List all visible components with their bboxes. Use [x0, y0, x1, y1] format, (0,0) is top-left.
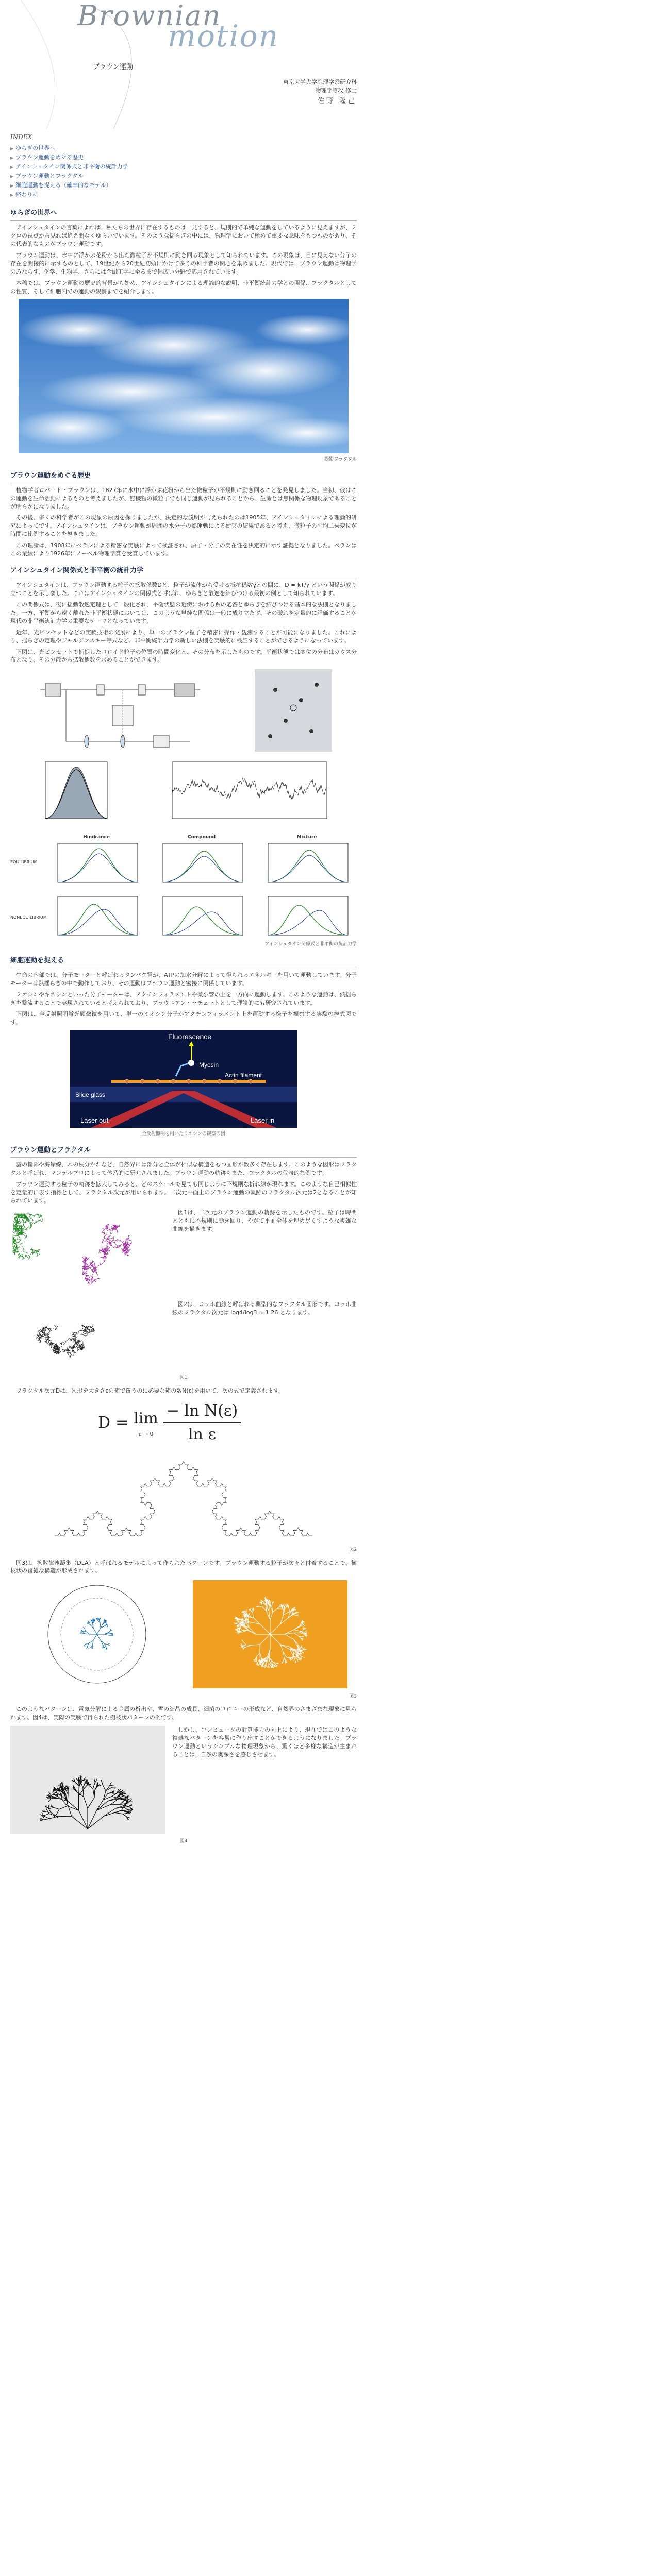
- logo-motion: motion: [168, 19, 279, 54]
- toc-item[interactable]: ▶ アインシュタイン関係式と非平衡の統計力学: [10, 162, 357, 172]
- label-laser-in: Laser in: [251, 1116, 275, 1124]
- label-actin: Actin filament: [225, 1071, 262, 1079]
- affiliation-1: 東京大学大学院理学系研究科: [283, 79, 357, 86]
- equilibrium-plot: [263, 841, 351, 887]
- branch-segment: [276, 1663, 278, 1664]
- figure-label: 図4: [179, 1839, 188, 1844]
- logo-brownian: Brownian: [77, 0, 222, 32]
- paragraph: 下図は、全反射照明蛍光顕微鏡を用いて、単一のミオシン分子がアクチンフィラメント上を運動する様子を観察する実験の模式図です。: [10, 1011, 357, 1026]
- brownian-path-row-2: [10, 1300, 357, 1372]
- figure-caption: アインシュタイン関係式と非平衡の統計力学: [264, 942, 357, 947]
- paragraph: 植物学者ロバート・ブラウンは、1827年に水中に浮かぶ花粉から出た微粒子が不規則に動き回ることを発見しました。当初、彼はこの運動を生命活動によるものと考えましたが、無機物の微粒子でも同じ運動が見られることから、生命とは無関係な物理現象であることが明らかになりました。: [10, 486, 357, 510]
- gaussian-distribution-plot: [35, 757, 112, 829]
- formula-lhs: D: [98, 1414, 111, 1432]
- author-block: [283, 78, 357, 107]
- paragraph: ブラウン運動は、水中に浮かぶ花粉から出た微粒子が不規則に動き回る現象として知られています。この現象は、目に見えない分子の存在を間接的に示すものとして、19世紀から20世紀初頭にかけて多くの科学者の関心を集めました。現代では、ブラウン運動は物理学のみならず、化学、生物学、さらには金融工学に至るまで幅広い分野で応用されています。: [10, 252, 357, 275]
- formula-lim: lim: [134, 1410, 158, 1428]
- paragraph: 図2は、コッホ曲線と呼ばれる典型的なフラクタル図形です。コッホ曲線のフラクタル次元は log4/log3 ≈ 1.26 となります。: [172, 1301, 357, 1316]
- dla-orange-figure: [193, 1580, 347, 1688]
- branch-segment: [80, 1631, 82, 1632]
- paragraph: ブラウン運動する粒子の軌跡を拡大してみると、どのスケールで見ても同じように不規則な折れ線が現れます。このような自己相似性を定量的に表す指標として、フラクタル次元が用いられます。二次元平面上のブラウン運動の軌跡のフラクタル次元は2となることが知られています。: [10, 1180, 357, 1204]
- figure-label: 図2: [349, 1547, 357, 1553]
- equilibrium-plot: [158, 841, 245, 887]
- branch-segment: [80, 1633, 82, 1634]
- index-title: INDEX: [10, 133, 32, 141]
- label-slide-glass: Slide glass: [75, 1091, 106, 1098]
- paragraph: ミオシンやキネシンといった分子モーターは、アクチンフィラメントや微小管の上を一方向に運動します。このような運動は、熱揺らぎを整流することで実現されていると考えられており、ブラウニアン・ラチェットとして理論的にも研究されています。: [10, 991, 357, 1007]
- panel-label: Mixture: [296, 835, 317, 840]
- distribution-row: [10, 757, 357, 829]
- author-name: 佐野 隆己: [317, 97, 357, 105]
- fractal-dimension-formula: D = lim ε → 0 $\frac{\text{− ln N(ε)}}{\text{ln ε}}$: [98, 1400, 357, 1446]
- header: [10, 0, 357, 129]
- dendrite-row: [10, 1726, 357, 1834]
- koch-curve-figure: [39, 1451, 328, 1544]
- branch-segment: [290, 1649, 296, 1650]
- toc-item[interactable]: ▶ 細胞運動を捉える（確率的なモデル）: [10, 181, 357, 190]
- paragraph: 生命の内部では、分子モーターと呼ばれるタンパク質が、ATPの加水分解によって得られるエネルギーを用いて運動しています。分子モーターは熱揺らぎの中で動作しており、その運動はブラウン運動と密接に関係しています。: [10, 972, 357, 987]
- paragraph: 下図は、光ピンセットで捕捉したコロイド粒子の位置の時間変化と、その分布を示したものです。平衡状態では変位の分布はガウス分布となり、その分散から拡散係数を求めることができます。: [10, 648, 357, 664]
- branch-segment: [58, 1816, 72, 1817]
- label-laser-out: Laser out: [80, 1116, 109, 1124]
- section-title: ブラウン運動をめぐる歴史: [10, 471, 357, 483]
- paragraph: 雲の輪郭や海岸線、木の枝分かれなど、自然界には部分と全体が相似な構造をもつ図形が数多く存在します。このような図形はフラクタルと呼ばれ、マンデルブロによって体系的に研究されました。ブラウン運動の軌跡もまた、フラクタルの代表的な例です。: [10, 1161, 357, 1176]
- figure-label: 図3: [349, 1694, 357, 1700]
- paragraph: アインシュタインは、ブラウン運動する粒子の拡散係数Dと、粒子が流体から受ける抵抗係数γとの間に、D = kT/γ という関係が成り立つことを示しました。これはアインシュタインの関係式と呼ばれ、ゆらぎと散逸を結びつける最初の例として知られています。: [10, 581, 357, 597]
- section-title: アインシュタイン関係式と非平衡の統計力学: [10, 566, 357, 578]
- section-title: ゆらぎの世界へ: [10, 209, 357, 221]
- paragraph: この関係式は、後に揺動散逸定理として一般化され、平衡状態の近傍における系の応答とゆらぎを結びつける基本的な法則となりました。一方、平衡から遠く離れた非平衡状態においては、このような単純な関係は一般に成り立たず、その破れを定量的に評価することが現代の非平衡統計力学の重要なテーマとなっています。: [10, 601, 357, 624]
- photo-caption: 撮影フラクタル: [324, 456, 357, 462]
- toc-item[interactable]: ▶ ブラウン運動をめぐる歴史: [10, 153, 357, 162]
- formula-denominator: ln ε: [188, 1425, 216, 1444]
- paragraph: 本稿では、ブラウン運動の歴史的背景から始め、アインシュタインによる理論的な説明、非平衡統計力学との関係、フラクタルとしての性質、そして細胞内での運動の観察までを紹介します。: [10, 279, 357, 295]
- affiliation-2: 物理学専攻 修士: [315, 87, 357, 94]
- panel-label: Compound: [187, 835, 216, 840]
- formula-sub: ε → 0: [138, 1430, 154, 1437]
- optical-setup-row: [10, 669, 357, 752]
- nonequilibrium-plot: [53, 894, 140, 940]
- panel-label: Hindrance: [83, 835, 110, 840]
- paragraph: フラクタル次元Dは、図形を大きさεの箱で覆うのに必要な箱の数N(ε)を用いて、次の式で定義されます。: [16, 1387, 284, 1394]
- nonequilibrium-plot: [158, 894, 245, 940]
- paragraph: 図3は、拡散律速凝集（DLA）と呼ばれるモデルによって作られたパターンです。ブラウン運動する粒子が次々と付着することで、樹枝状の複雑な構造が形成されます。: [10, 1559, 357, 1574]
- figure-label: 図1: [179, 1375, 188, 1381]
- label-myosin: Myosin: [199, 1061, 219, 1069]
- dla-figure-row: [10, 1580, 357, 1688]
- page-title: ブラウン運動: [93, 63, 134, 71]
- paragraph: この理論は、1908年にペランによる精密な実験によって検証され、原子・分子の実在性を決定的に示す証拠となりました。ペランはこの業績により1926年にノーベル物理学賞を受賞しています。: [10, 542, 357, 557]
- toc-item[interactable]: ▶ ゆらぎの世界へ: [10, 144, 357, 153]
- figure-caption: 全反射照明を用いたミオシンの観察の図: [142, 1131, 225, 1137]
- row-label-nonequilibrium: NONEQUILIBRIUM: [10, 914, 47, 920]
- page: [10, 0, 357, 1850]
- tirf-myosin-diagram: [70, 1030, 297, 1128]
- row-label-equilibrium: EQUILIBRIUM: [10, 859, 38, 865]
- optical-tweezers-schematic: [35, 669, 205, 752]
- branch-segment: [269, 1605, 270, 1611]
- toc-item[interactable]: ▶ ブラウン運動とフラクタル: [10, 172, 357, 181]
- equilibrium-plot: [53, 841, 140, 887]
- label-fluorescence: Fluorescence: [168, 1032, 212, 1041]
- brownian-path-bw-figure: [10, 1300, 165, 1372]
- paragraph: その後、多くの科学者がこの現象の原因を探りましたが、決定的な説明が与えられたのは1905年、アインシュタインによる理論的研究によってです。アインシュタインは、ブラウン運動が周囲の水分子の熱運動による衝突の結果であると考え、微粒子の平均二乗変位が時間に比例することを導きました。: [10, 514, 357, 538]
- particle-trap-image: [255, 669, 332, 752]
- branch-segment: [80, 1777, 81, 1782]
- dla-schematic-figure: [20, 1580, 174, 1688]
- toc-item[interactable]: ▶ 終わりに: [10, 190, 357, 199]
- nonequilibrium-plot: [263, 894, 351, 940]
- sky-cloud-photo: [19, 299, 349, 453]
- branch-segment: [292, 1615, 296, 1616]
- paragraph: このようなパターンは、電気分解による金属の析出や、雪の結晶の成長、細菌のコロニーの形成など、自然界のさまざまな現象に見られます。図4は、実際の実験で得られた樹枝状パターンの例です。: [10, 1706, 357, 1721]
- brownian-path-row: [10, 1209, 357, 1296]
- section-title: ブラウン運動とフラクタル: [10, 1146, 357, 1158]
- branch-segment: [253, 1608, 254, 1610]
- dendrite-photo: [10, 1726, 165, 1834]
- equilibrium-graph-grid: [10, 834, 357, 940]
- position-timeseries-plot: [162, 757, 332, 829]
- paragraph: 図1は、二次元のブラウン運動の軌跡を示したものです。粒子は時間とともに不規則に動き回り、やがて平面全体を埋め尽くすような複雑な曲線を描きます。: [172, 1209, 357, 1233]
- paragraph: 近年、光ピンセットなどの実験技術の発展により、単一のブラウン粒子を精密に操作・観測することが可能になりました。これにより、揺らぎの定理やジャルジンスキー等式など、非平衡統計力学の新しい法則を実験的に検証することができるようになっています。: [10, 629, 357, 644]
- brownian-path-figure: [10, 1209, 165, 1296]
- paragraph: アインシュタインの言葉によれば、私たちの世界に存在するものは一見すると、規則的で単純な運動をしているように見えますが、ミクロの視点から見れば絶え間なくゆらいでいます。そのような揺らぎの中には、物理学において極めて重要な意味をもつものがあり、その代表的なものがブラウン運動です。: [10, 224, 357, 248]
- side-paragraph: しかし、コンピュータの計算能力の向上により、現在ではこのような複雑なパターンを容易に作り出すことができるようになりました。ブラウン運動というシンプルな物理現象から、驚くほど多様な構造が生まれることは、自然の奥深さを感じさせます。: [172, 1726, 357, 1758]
- formula-numerator: − ln N(ε): [163, 1400, 241, 1423]
- section-title: 細胞運動を捉える: [10, 956, 357, 968]
- table-of-contents: [10, 144, 357, 199]
